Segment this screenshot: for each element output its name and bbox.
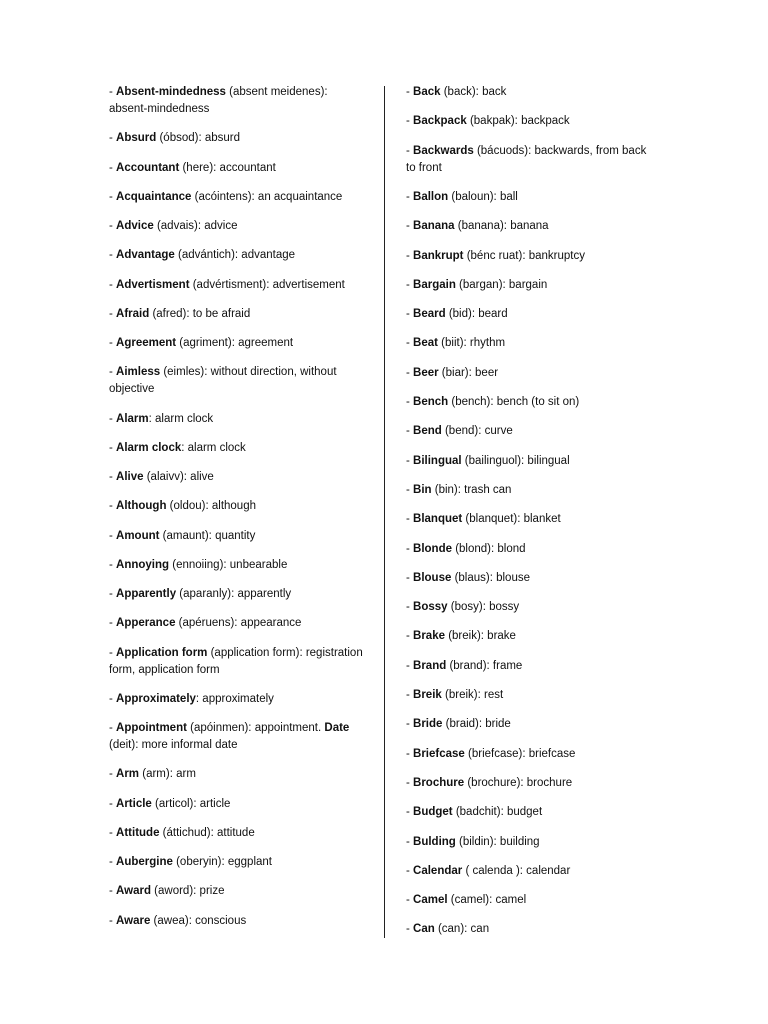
- entry-term: Beer: [413, 366, 439, 379]
- entry-text: (amaunt): quantity: [159, 529, 256, 542]
- entry-term: Beat: [413, 337, 438, 350]
- entry-text: (application form): registration form, application form: [109, 646, 363, 676]
- entry-term: Blouse: [413, 571, 452, 584]
- entry-text: -: [109, 190, 117, 203]
- entry-term: Can: [413, 923, 435, 936]
- glossary-entry: [109, 306, 367, 323]
- entry-term: Annoying: [116, 558, 170, 571]
- entry-text: (bid): beard: [445, 308, 508, 321]
- entry-term: Brand: [413, 659, 447, 672]
- entry-text: -: [109, 500, 117, 513]
- entry-text: (afred): to be afraid: [149, 307, 251, 320]
- glossary-entry: [406, 628, 656, 645]
- entry-term: Alarm: [116, 412, 149, 425]
- glossary-entry: [109, 796, 367, 813]
- entry-text: -: [109, 692, 117, 705]
- entry-text: -: [109, 412, 117, 425]
- entry-text: -: [109, 249, 117, 262]
- entry-text: -: [406, 806, 414, 819]
- entry-text: ( calenda ): calendar: [462, 864, 571, 877]
- entry-text: -: [109, 366, 117, 379]
- entry-text: (aword): prize: [150, 885, 225, 898]
- entry-text: -: [406, 190, 414, 203]
- entry-text: (agriment): agreement: [176, 337, 294, 349]
- glossary-entry: [109, 720, 367, 754]
- glossary-entry: [406, 834, 656, 851]
- entry-text: (breik): rest: [441, 689, 504, 701]
- glossary-entry: [109, 364, 367, 398]
- entry-term: Although: [116, 500, 167, 513]
- entry-text: (eimles): without direction, without objective: [109, 366, 337, 396]
- glossary-entry: [406, 306, 656, 323]
- entry-text: -: [109, 220, 117, 232]
- entry-term: Alarm clock: [116, 441, 182, 454]
- glossary-entry: [406, 365, 656, 382]
- entry-text: -: [406, 630, 414, 643]
- entry-text: -: [109, 337, 117, 349]
- entry-text: (áttichud): attitude: [159, 826, 255, 839]
- glossary-entry: [406, 335, 656, 352]
- entry-text: -: [109, 768, 117, 781]
- glossary-entry: [406, 599, 656, 616]
- entry-term: Award: [116, 885, 151, 898]
- entry-text: : alarm clock: [181, 441, 246, 454]
- entry-text: -: [406, 659, 414, 672]
- glossary-entry: [109, 691, 367, 708]
- glossary-entry: [406, 716, 656, 733]
- entry-text: (bench): bench (to sit on): [448, 396, 580, 408]
- glossary-entry: [109, 498, 367, 515]
- entry-term: Bilingual: [413, 454, 462, 467]
- entry-text: (bailinguol): bilingual: [461, 454, 570, 467]
- entry-text: (apéruens): appearance: [175, 617, 302, 630]
- glossary-entry: [109, 913, 367, 930]
- entry-term: Ballon: [413, 190, 449, 203]
- entry-term: Apparently: [116, 588, 177, 600]
- entry-term: Brochure: [413, 776, 465, 789]
- entry-text: -: [406, 864, 414, 877]
- entry-term: Appointment: [116, 722, 187, 734]
- glossary-entry: [406, 218, 656, 235]
- entry-term: Aware: [116, 914, 151, 927]
- entry-text: -: [109, 722, 117, 734]
- glossary-entry: [406, 277, 656, 294]
- entry-text: (biar): beer: [438, 366, 499, 379]
- entry-text: (briefcase): briefcase: [464, 747, 576, 760]
- entry-text: -: [109, 646, 117, 659]
- entry-text: (back): back: [440, 86, 507, 98]
- entry-text: (awea): conscious: [150, 914, 247, 927]
- entry-text: -: [406, 115, 414, 128]
- entry-text: (apóinmen): appointment.: [186, 722, 325, 734]
- entry-text: (here): accountant: [179, 161, 276, 174]
- glossary-entry: [406, 248, 656, 265]
- entry-text: -: [406, 923, 414, 936]
- entry-text: (ennoiing): unbearable: [169, 558, 288, 571]
- entry-text: (bin): trash can: [431, 483, 512, 496]
- entry-text: -: [406, 776, 414, 789]
- glossary-entry: [109, 469, 367, 486]
- glossary-entry: [109, 883, 367, 900]
- entry-term: Breik: [413, 689, 442, 701]
- entry-text: (blanquet): blanket: [462, 513, 561, 526]
- glossary-entry: [406, 113, 656, 130]
- glossary-entry: [109, 411, 367, 428]
- glossary-entry: [406, 84, 656, 101]
- entry-term: Bargain: [413, 278, 456, 291]
- entry-text: -: [109, 914, 117, 927]
- glossary-entry: [406, 687, 656, 704]
- entry-text: -: [109, 132, 117, 145]
- entry-term: Banana: [413, 220, 455, 233]
- glossary-entry: [109, 854, 367, 871]
- entry-text: -: [406, 249, 414, 262]
- entry-text: -: [406, 542, 414, 555]
- glossary-entry: [406, 143, 656, 177]
- entry-text: : approximately: [195, 692, 274, 705]
- entry-text: -: [406, 220, 414, 233]
- entry-text: (absent meidenes): absent-mindedness: [109, 86, 328, 115]
- entry-text: -: [406, 747, 414, 760]
- entry-text: (can): can: [434, 923, 490, 936]
- entry-text: -: [109, 441, 117, 454]
- entry-text: (bargan): bargain: [455, 278, 548, 291]
- entry-term: Calendar: [413, 864, 463, 877]
- entry-term: Afraid: [116, 307, 150, 320]
- entry-term: Absent-mindedness: [116, 86, 226, 98]
- entry-term: Arm: [116, 768, 140, 781]
- glossary-entry: [109, 189, 367, 206]
- glossary-entry: [406, 482, 656, 499]
- entry-text: (oberyin): eggplant: [172, 856, 272, 868]
- entry-text: -: [109, 617, 117, 630]
- entry-text: (baloun): ball: [448, 190, 518, 203]
- entry-term: Bride: [413, 718, 443, 731]
- entry-text: (breik): brake: [445, 630, 516, 643]
- glossary-entry: [109, 825, 367, 842]
- entry-term: Attitude: [116, 826, 160, 839]
- entry-term: Bossy: [413, 601, 448, 614]
- entry-text: -: [109, 161, 117, 174]
- entry-text: (bildin): building: [455, 835, 540, 848]
- glossary-entry: [109, 130, 367, 147]
- glossary-entry: [109, 586, 367, 603]
- entry-term: Backwards: [413, 144, 474, 157]
- glossary-entry: [406, 746, 656, 763]
- glossary-entry: [406, 453, 656, 470]
- entry-text: -: [406, 718, 414, 731]
- entry-text: -: [406, 425, 414, 438]
- entry-text: (brand): frame: [446, 659, 523, 672]
- entry-term: Article: [116, 797, 152, 810]
- glossary-entry: [109, 277, 367, 294]
- glossary-entry: [109, 84, 367, 118]
- glossary-entry: [406, 570, 656, 587]
- entry-term: Camel: [413, 894, 448, 907]
- entry-text: -: [109, 885, 117, 898]
- entry-text: (articol): article: [151, 797, 231, 810]
- glossary-entry: [406, 423, 656, 440]
- entry-text: (camel): camel: [447, 894, 527, 907]
- entry-text: -: [406, 396, 414, 408]
- entry-term: Bin: [413, 483, 432, 496]
- glossary-entry: [406, 775, 656, 792]
- entry-text: (biit): rhythm: [437, 337, 506, 350]
- entry-text: -: [406, 601, 414, 614]
- glossary-entry: [109, 335, 367, 352]
- entry-text: -: [406, 454, 414, 467]
- entry-text: : alarm clock: [148, 412, 214, 425]
- glossary-entry: [109, 247, 367, 264]
- entry-text: (oldou): although: [166, 500, 256, 513]
- entry-term: Blonde: [413, 542, 453, 555]
- entry-term: Advice: [116, 220, 154, 232]
- entry-text: -: [109, 826, 117, 839]
- glossary-entry: [406, 921, 656, 938]
- entry-term: Acquaintance: [116, 190, 192, 203]
- glossary-entry: [109, 615, 367, 632]
- entry-term: Advertisment: [116, 278, 190, 291]
- entry-text: (blaus): blouse: [451, 571, 530, 584]
- entry-text: -: [109, 856, 117, 868]
- entry-text: -: [406, 337, 414, 350]
- entry-text: -: [406, 366, 414, 379]
- glossary-entry: [109, 440, 367, 457]
- glossary-entry: [406, 189, 656, 206]
- entry-term: Amount: [116, 529, 160, 542]
- entry-text: -: [406, 894, 414, 907]
- entry-term: Aubergine: [116, 856, 173, 868]
- entry-text: (advértisment): advertisement: [189, 278, 345, 291]
- entry-text: (bénc ruat): bankruptcy: [463, 249, 585, 262]
- glossary-entry: [406, 892, 656, 909]
- glossary-entry: [406, 394, 656, 411]
- entry-text: -: [406, 483, 414, 496]
- entry-text: -: [406, 308, 414, 321]
- entry-term: Backpack: [413, 115, 467, 128]
- entry-text: -: [406, 144, 414, 157]
- entry-term: Bulding: [413, 835, 456, 848]
- glossary-entry: [109, 160, 367, 177]
- entry-text: (advais): advice: [153, 220, 238, 232]
- entry-term: Brake: [413, 630, 445, 643]
- entry-text: (óbsod): absurd: [156, 132, 241, 145]
- entry-text: (deit): more informal date: [109, 739, 238, 751]
- entry-term: Accountant: [116, 161, 180, 174]
- glossary-entry: [406, 658, 656, 675]
- glossary-entry: [109, 766, 367, 783]
- glossary-entry: [406, 804, 656, 821]
- entry-term: Agreement: [116, 337, 177, 349]
- entry-text: -: [406, 835, 414, 848]
- entry-term: Aimless: [116, 366, 161, 379]
- entry-term: Alive: [116, 471, 144, 483]
- entry-text: (badchit): budget: [452, 806, 543, 819]
- entry-term: Beard: [413, 308, 446, 321]
- entry-text: -: [406, 689, 414, 701]
- glossary-entry: [406, 511, 656, 528]
- entry-term: Approximately: [116, 692, 196, 705]
- entry-text: (brochure): brochure: [464, 776, 573, 789]
- entry-text: -: [109, 529, 117, 542]
- glossary-entry: [109, 557, 367, 574]
- entry-text: -: [109, 278, 117, 291]
- entry-text: -: [109, 588, 117, 600]
- glossary-entry: [109, 645, 367, 679]
- entry-text: (acóintens): an acquaintance: [191, 190, 343, 203]
- entry-text: -: [109, 86, 117, 98]
- glossary-entry: [406, 863, 656, 880]
- glossary-entry: [109, 218, 367, 235]
- entry-text: (blond): blond: [452, 542, 526, 555]
- entry-term: Back: [413, 86, 441, 98]
- entry-term: Absurd: [116, 132, 157, 145]
- entry-term: Blanquet: [413, 513, 463, 526]
- entry-text: (advántich): advantage: [174, 249, 296, 262]
- entry-term: Bend: [413, 425, 442, 438]
- entry-term: Budget: [413, 806, 453, 819]
- entry-text: (alaivv): alive: [143, 471, 214, 483]
- entry-term: Application form: [116, 646, 208, 659]
- entry-term: Bench: [413, 396, 449, 408]
- column-divider: [384, 86, 385, 938]
- entry-term: Bankrupt: [413, 249, 464, 262]
- entry-text: -: [109, 558, 117, 571]
- entry-text: (aparanly): apparently: [176, 588, 292, 600]
- entry-term: Apperance: [116, 617, 176, 630]
- entry-term: Date: [324, 722, 350, 734]
- entry-text: (bosy): bossy: [447, 601, 520, 614]
- entry-text: -: [406, 278, 414, 291]
- entry-text: -: [109, 797, 117, 810]
- entry-text: (bácuods): backwards, from back to front: [406, 144, 647, 174]
- entry-text: (braid): bride: [442, 718, 511, 731]
- entry-text: -: [406, 513, 414, 526]
- entry-text: -: [406, 86, 414, 98]
- entry-text: (bakpak): backpack: [466, 115, 570, 128]
- glossary-entry: [109, 528, 367, 545]
- entry-text: (arm): arm: [139, 768, 196, 781]
- entry-text: -: [109, 471, 117, 483]
- entry-term: Advantage: [116, 249, 175, 262]
- entry-text: (banana): banana: [454, 220, 549, 233]
- entry-text: -: [109, 307, 117, 320]
- entry-text: -: [406, 571, 414, 584]
- glossary-entry: [406, 541, 656, 558]
- entry-term: Briefcase: [413, 747, 465, 760]
- entry-text: (bend): curve: [441, 425, 513, 438]
